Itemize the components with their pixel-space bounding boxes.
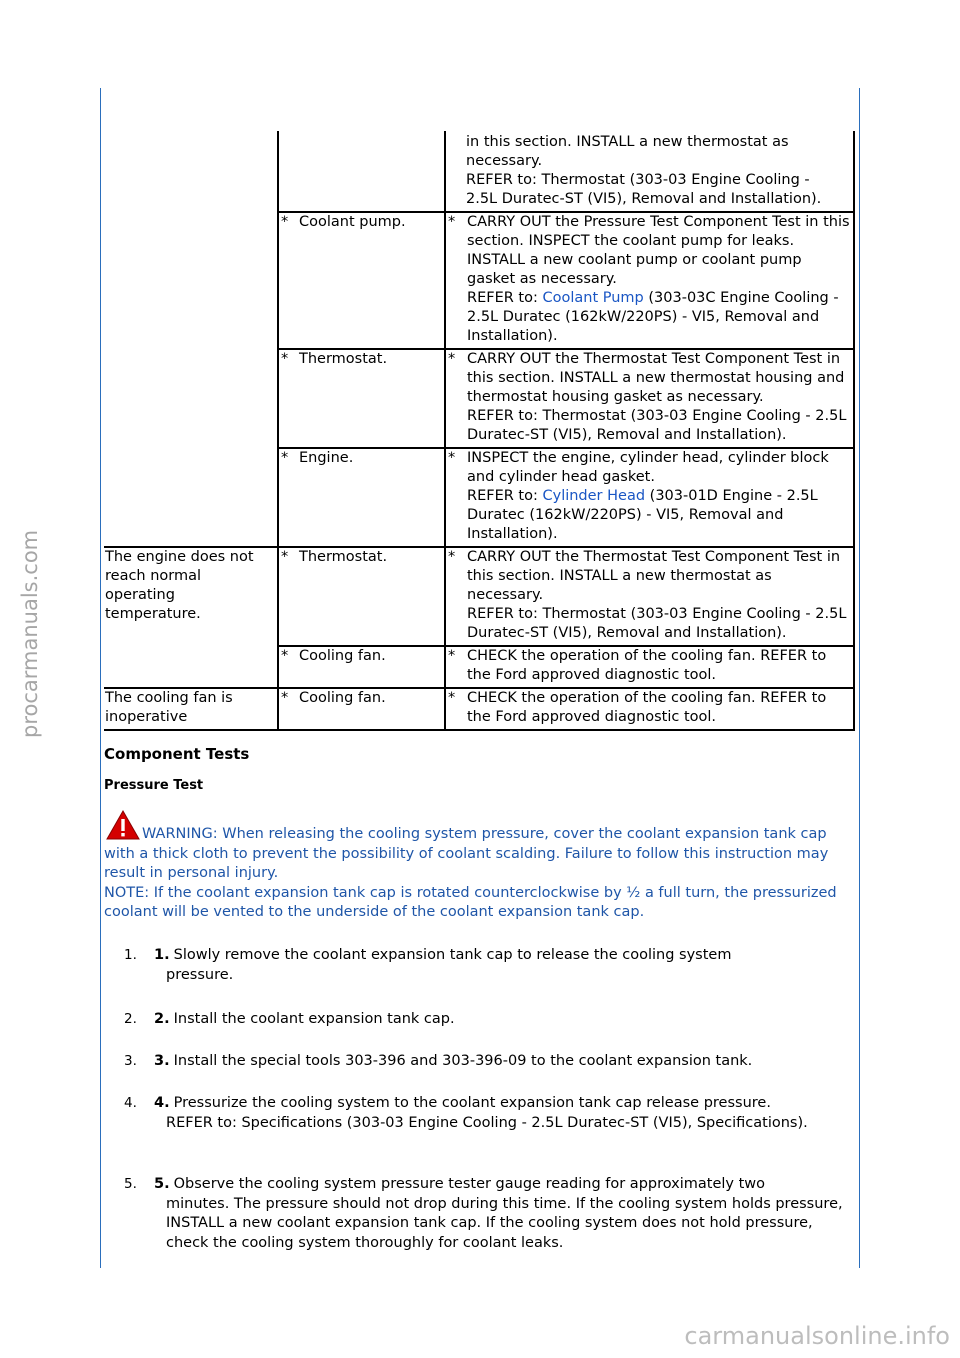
step-item [124,1175,854,1253]
source-cell [278,448,445,547]
left-margin-line [100,88,101,1268]
source-cell [278,349,445,448]
action-text: CARRY OUT the Pressure Test Component Test in this section. INSPECT the coolant pump for leaks. INSTALL a new coolant pump or coolant pump gasket as necessary. [467,214,850,287]
step-continuation: pressure. [166,966,234,983]
component-tests-heading: Component Tests [104,745,250,763]
bullet: * [448,214,456,230]
step-list-number: 1. [124,947,137,963]
step-list-number: 4. [124,1095,137,1111]
bullet: * [281,648,289,664]
side-watermark: procarmanuals.com [18,529,42,738]
bullet: * [448,351,456,367]
bullet: * [448,690,456,706]
action-cell [445,646,854,688]
refer-text: REFER to: Thermostat (303-03 Engine Cooling - 2.5L Duratec-ST (VI5), Removal and Installation). [467,606,847,641]
condition-cell [104,131,278,547]
step-number: 2. [154,1011,170,1027]
action-text: CARRY OUT the Thermostat Test Component Test in this section. INSTALL a new thermostat as necessary. [467,549,841,603]
step-number: 5. [154,1176,170,1192]
step-number: 3. [154,1053,170,1069]
source-text: Cooling fan. [299,648,386,664]
action-cell [445,349,854,448]
step-text: Slowly remove the coolant expansion tank cap to release the cooling system [173,947,732,963]
action-line: in this section. INSTALL a new thermostat as [466,134,789,150]
source-text: Cooling fan. [299,690,386,706]
source-text: Thermostat. [299,351,388,367]
action-cell [445,448,854,547]
condition-cell: The cooling fan is inoperative [104,688,278,730]
step-text: Pressurize the cooling system to the coolant expansion tank cap release pressure. [173,1095,771,1111]
bullet: * [448,648,456,664]
action-cell [445,688,854,730]
step-text: Observe the cooling system pressure tester gauge reading for approximately two [173,1176,766,1192]
step-text: Install the coolant expansion tank cap. [173,1011,455,1027]
action-text: CHECK the operation of the cooling fan. REFER to the Ford approved diagnostic tool. [467,690,827,725]
pressure-test-heading: Pressure Test [104,778,204,793]
source-text: Engine. [299,450,354,466]
warning-text: WARNING: When releasing the cooling system pressure, cover the coolant expansion tank cap with a thick cloth to prevent the possibility of coolant scalding. Failure to follow this instruction may result in personal injury. [104,826,829,882]
source-cell [278,131,445,212]
condition-cell: The engine does not reach normal operating temperature. [104,547,278,688]
step-continuation: minutes. The pressure should not drop during this time. If the cooling system holds pressure, INSTALL a new coolant expansion tank cap. If the cooling system does not hold pressure, check the cooling system thoroughly for coolant leaks. [166,1195,843,1251]
step-item [124,1052,854,1072]
action-text: INSPECT the engine, cylinder head, cylinder block and cylinder head gasket. [467,450,829,485]
step-list-number: 5. [124,1176,137,1192]
step-continuation: REFER to: Specifications (303-03 Engine Cooling - 2.5L Duratec-ST (VI5), Specifications). [166,1114,808,1131]
table-row [104,131,854,212]
refer-suffix: (303-01D Engine - 2.5L Duratec (162kW/220PS) - VI5, Removal and Installation). [467,488,818,542]
table-row [104,547,854,646]
action-text: CARRY OUT the Thermostat Test Component Test in this section. INSTALL a new thermostat housing and thermostat housing gasket as necessary. [467,351,845,405]
source-cell [278,646,445,688]
coolant-pump-link[interactable]: Coolant Pump [542,290,644,306]
step-item [124,1094,854,1133]
bullet: * [281,549,289,565]
action-line: 2.5L Duratec-ST (VI5), Removal and Installation). [466,191,822,207]
step-item [124,1010,854,1030]
refer-suffix: (303-03C Engine Cooling - 2.5L Duratec (162kW/220PS) - VI5, Removal and Installation). [467,290,839,344]
bullet: * [281,214,289,230]
table-row [104,688,854,730]
bullet: * [448,450,456,466]
source-cell [278,688,445,730]
note-text: NOTE: If the coolant expansion tank cap is rotated counterclockwise by ½ a full turn, the pressurized coolant will be vented to the underside of the coolant expansion tank cap. [104,884,837,921]
bullet: * [281,351,289,367]
action-text: CHECK the operation of the cooling fan. REFER to the Ford approved diagnostic tool. [467,648,827,683]
step-item [124,946,854,985]
right-margin-line [859,88,860,1268]
action-cell [445,131,854,212]
action-cell [445,212,854,349]
action-line: necessary. [466,153,543,169]
source-text: Coolant pump. [299,214,406,230]
bullet: * [448,549,456,565]
diagnosis-table [104,131,855,731]
step-number: 4. [154,1095,170,1111]
cylinder-head-link[interactable]: Cylinder Head [542,488,646,504]
action-line: REFER to: Thermostat (303-03 Engine Cooling - [466,172,810,188]
bottom-watermark: carmanualsonline.info [684,1322,950,1350]
warning-note-block [104,825,854,923]
source-cell [278,212,445,349]
source-text: Thermostat. [299,549,388,565]
refer-prefix: REFER to: [467,488,543,504]
step-list-number: 3. [124,1053,137,1069]
bullet: * [281,690,289,706]
refer-prefix: REFER to: [467,290,543,306]
source-cell [278,547,445,646]
refer-text: REFER to: Thermostat (303-03 Engine Cooling - 2.5L Duratec-ST (VI5), Removal and Installation). [467,408,847,443]
step-list-number: 2. [124,1011,137,1027]
bullet: * [281,450,289,466]
step-text: Install the special tools 303-396 and 303-396-09 to the coolant expansion tank. [173,1053,753,1069]
step-number: 1. [154,947,170,963]
action-cell [445,547,854,646]
